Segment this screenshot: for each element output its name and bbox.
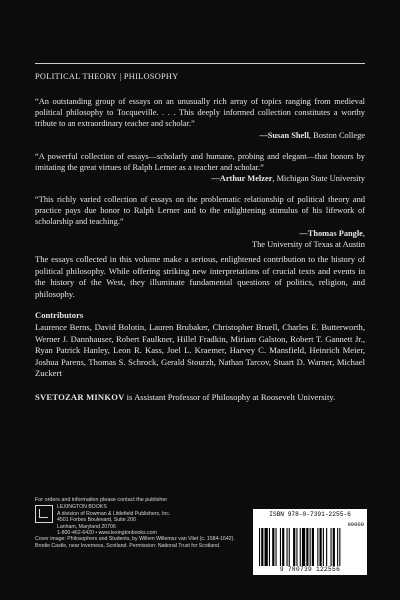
publisher-contact: 1-800-462-6420 • www.lexingtonbooks.com <box>57 530 157 537</box>
publisher-info <box>35 497 245 549</box>
barcode-bar <box>306 528 308 566</box>
barcode-bar <box>323 528 324 566</box>
barcode-bar <box>282 528 284 566</box>
publisher-row <box>35 504 245 536</box>
quote-affiliation: , Michigan State University <box>272 174 365 184</box>
editor-bio-text: is Assistant Professor of Philosophy at Roosevelt University. <box>124 392 336 402</box>
publisher-name: LEXINGTON BOOKS <box>57 504 107 511</box>
barcode-bar <box>312 528 314 566</box>
editor-bio <box>35 392 375 404</box>
barcode-icon <box>259 528 361 566</box>
barcode-bar <box>276 528 277 566</box>
barcode-bar <box>269 528 270 566</box>
barcode-bar <box>265 528 268 566</box>
barcode-bar <box>280 528 281 566</box>
price-code: 90000 <box>347 521 364 528</box>
quote-affiliation: , <box>362 228 365 238</box>
barcode-bar <box>302 528 305 566</box>
barcode-bar <box>310 528 311 566</box>
publisher-text <box>57 504 170 536</box>
isbn-label: ISBN 978-0-7391-2255-6 <box>269 511 351 518</box>
publisher-address-1: 4501 Forbes Boulevard, Suite 200 <box>57 517 136 524</box>
quote-1 <box>35 96 365 141</box>
barcode-bar <box>300 528 301 566</box>
category-label: POLITICAL THEORY | PHILOSOPHY <box>35 72 179 81</box>
barcode-bar <box>261 528 263 566</box>
contributors-list: Laurence Berns, David Bolotin, Lauren Brubaker, Christopher Bruell, Charles E. Butterworth, Werner J. Dannhauser, Robert Faulkner, Hillel Fradkin, Miriam Galston, Robert T. Gannett Jr., Ryan Patrick Hanley, Leon R. Kass, Joel L. Kraemer, Harvey C. Mansfield, Heinrich Meier, Joshua Parens, Thomas S. Schrock, Gerald Stourzh, Nathan Tarcov, Stuart D. Warner, Michael Zuckert <box>35 322 365 379</box>
barcode-bar <box>337 528 338 566</box>
barcode-bar <box>287 528 288 566</box>
publisher-division: A division of Rowman & Littlefield Publishers, Inc. <box>57 510 171 517</box>
publisher-logo-icon <box>35 505 53 523</box>
quote-author: —Susan Shell <box>259 130 309 140</box>
barcode-bar <box>296 528 297 566</box>
quote-text: “An outstanding group of essays on an unusually rich array of topics ranging from medieval political philosophy to Tocqueville. . . . This deeply informed collection constitutes a worthy tribute to an extraordinary teacher and scholar.” <box>35 97 365 129</box>
book-description: The essays collected in this volume make a serious, enlightened contribution to the history of political philosophy. While offering striking new interpretations of crucial texts and events in the history of the West, they illuminate fundamental questions of politics, religion, and philosophy. <box>35 254 365 299</box>
barcode-bar <box>339 528 340 566</box>
barcode-bar <box>317 528 318 566</box>
quote-2 <box>35 151 365 185</box>
quote-attribution <box>35 130 365 141</box>
barcode-bar <box>289 528 290 566</box>
top-rule <box>35 63 365 64</box>
cover-credit: Cover image: Philosophers and Students, by Willem Willemsz van Vliet (c. 1584-1642). Brodie Castle, near Inverness, Scotland. Permission: National Trust for Scotland. <box>35 536 235 549</box>
quote-author: —Thomas Pangle <box>299 228 363 238</box>
quote-author: —Arthur Melzer <box>211 174 273 184</box>
barcode-digits: 9 780739 122556 <box>279 566 341 573</box>
quote-affiliation: , Boston College <box>308 130 365 140</box>
barcode-bar <box>272 528 274 566</box>
orders-line: For orders and information please contact the publisher <box>35 497 168 503</box>
quote-affiliation-line2: The University of Texas at Austin <box>252 239 365 249</box>
barcode-bar <box>326 528 327 566</box>
quote-attribution <box>35 173 365 184</box>
barcode-bar <box>333 528 335 566</box>
barcode-bar <box>331 528 332 566</box>
editor-name: SVETOZAR MINKOV <box>35 392 125 402</box>
quote-text: “A powerful collection of essays—scholarly and humane, probing and elegant—that honors by imitating the great virtues of Ralph Lerner as a teacher and scholar.” <box>35 152 365 173</box>
barcode-bar <box>320 528 322 566</box>
publisher-address-2: Lanham, Maryland 20706 <box>57 523 116 530</box>
quote-3 <box>35 194 365 250</box>
barcode-bar <box>259 528 260 566</box>
barcode-bar <box>293 528 295 566</box>
barcode-panel <box>253 509 367 575</box>
contributors-heading: Contributors <box>35 310 84 320</box>
quote-text: “This richly varied collection of essays on the problematic relationship of political theory and practice pays due honor to Ralph Lerner and to the enlightening stimulus of his lifework of scholarship and teaching.” <box>35 195 365 227</box>
quote-attribution <box>35 228 365 239</box>
